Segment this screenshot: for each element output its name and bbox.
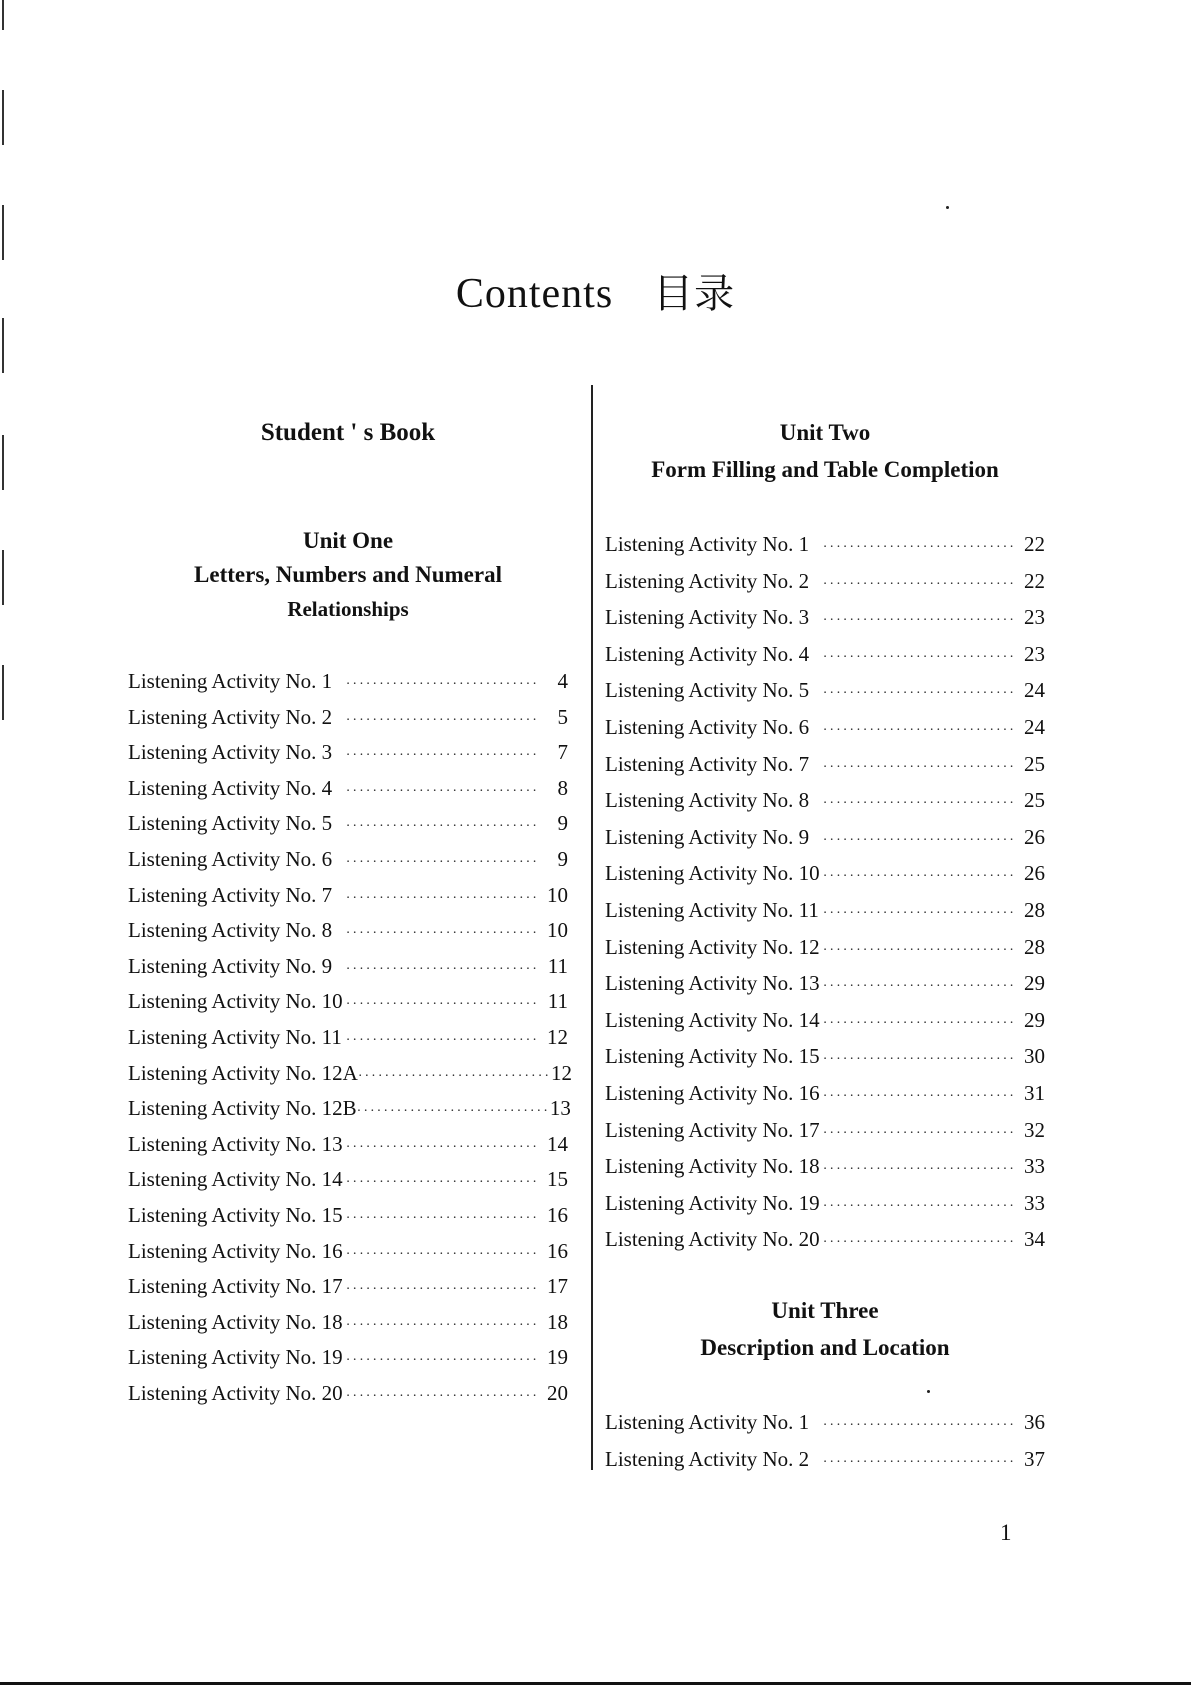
scan-edge-mark <box>2 205 4 260</box>
leader-dots: ····························· <box>345 1139 539 1155</box>
entry-page: 31 <box>1024 1080 1045 1105</box>
entry-label: Listening Activity No. 15 <box>605 1044 820 1069</box>
entry-page: 22 <box>1024 532 1045 556</box>
toc-entry[interactable] <box>605 819 1045 856</box>
leader-dots: ····························· <box>822 1015 1016 1031</box>
toc-entry[interactable] <box>128 913 568 949</box>
leader-dots: ····························· <box>822 1454 1016 1470</box>
title-cn-text: 目录 <box>653 271 736 317</box>
leader-dots: ····························· <box>345 1246 539 1262</box>
entry-page: 4 <box>557 669 568 693</box>
entry-page: 12 <box>547 1024 568 1049</box>
entry-label: Listening Activity No. 8 <box>605 788 810 813</box>
toc-entry[interactable] <box>605 1148 1045 1185</box>
entry-page: 9 <box>557 846 568 871</box>
entry-label: Listening Activity No. 8 <box>128 918 333 943</box>
toc-entry[interactable] <box>128 700 568 736</box>
toc-entry[interactable] <box>128 878 568 914</box>
book-title: Student ' s Book <box>260 419 436 446</box>
scan-edge-mark <box>2 665 4 720</box>
leader-dots: ····························· <box>822 942 1016 958</box>
toc-entry[interactable] <box>128 1020 568 1056</box>
entry-label: Listening Activity No. 1 <box>605 532 810 556</box>
leader-dots: ····························· <box>345 1317 539 1333</box>
entry-label: Listening Activity No. 9 <box>605 824 810 849</box>
entry-label: Listening Activity No. 9 <box>128 953 333 978</box>
entry-page: 25 <box>1024 751 1045 776</box>
leader-dots: ····························· <box>345 712 539 728</box>
unit-one-subtitle-line2: Relationships <box>287 597 409 621</box>
toc-entry[interactable] <box>128 1234 568 1270</box>
entry-page: 8 <box>557 775 568 800</box>
entry-page: 24 <box>1024 714 1045 739</box>
scan-edge-mark <box>2 550 4 605</box>
entry-label: Listening Activity No. 5 <box>128 811 333 836</box>
entry-label: Listening Activity No. 14 <box>128 1167 343 1192</box>
entry-page: 9 <box>557 811 568 836</box>
leader-dots: ····························· <box>822 759 1016 775</box>
leader-dots: ····························· <box>356 1104 550 1120</box>
entry-label: Listening Activity No. 3 <box>605 605 810 630</box>
entry-label: Listening Activity No. 6 <box>605 714 810 739</box>
toc-entry[interactable] <box>605 746 1045 783</box>
entry-page: 26 <box>1024 861 1045 886</box>
leader-dots: ····························· <box>345 1210 539 1226</box>
entry-page: 16 <box>547 1238 568 1263</box>
leader-dots: ····························· <box>345 854 539 870</box>
leader-dots: ····························· <box>822 1088 1016 1104</box>
unit-one-title: Unit One <box>302 528 394 553</box>
entry-page: 17 <box>547 1274 568 1299</box>
entry-label: Listening Activity No. 4 <box>605 641 810 666</box>
toc-entry[interactable] <box>605 1441 1045 1478</box>
entry-label: Listening Activity No. 16 <box>128 1238 343 1263</box>
toc-entry[interactable] <box>605 1038 1045 1075</box>
entry-label: Listening Activity No. 19 <box>128 1345 343 1370</box>
unit-three-entries <box>605 1404 1045 1477</box>
entry-label: Listening Activity No. 11 <box>128 1024 342 1049</box>
entry-label: Listening Activity No. 13 <box>605 971 820 996</box>
entry-label: Listening Activity No. 17 <box>128 1274 343 1299</box>
toc-entry[interactable] <box>128 1091 571 1127</box>
toc-entry[interactable] <box>605 1404 1045 1441</box>
leader-dots: ····························· <box>345 890 539 906</box>
leader-dots: ····························· <box>822 796 1016 812</box>
scan-speck <box>927 1390 930 1393</box>
toc-entry[interactable] <box>605 599 1045 636</box>
toc-entry[interactable] <box>605 892 1045 929</box>
leader-dots: ····························· <box>822 1418 1016 1433</box>
entry-page: 12 <box>551 1060 573 1085</box>
entry-label: Listening Activity No. 12 <box>605 934 820 959</box>
entry-page: 5 <box>557 704 568 729</box>
toc-entry[interactable] <box>128 1305 568 1341</box>
page-title <box>0 262 1191 319</box>
leader-dots: ····························· <box>822 540 1016 555</box>
leader-dots: ····························· <box>345 961 539 977</box>
entry-page: 29 <box>1024 1007 1045 1032</box>
leader-dots: ····························· <box>822 979 1016 995</box>
leader-dots: ····························· <box>822 613 1016 629</box>
scan-edge-mark <box>2 435 4 490</box>
leader-dots: ····························· <box>822 686 1016 702</box>
entry-page: 10 <box>547 918 568 943</box>
entry-label: Listening Activity No. 5 <box>605 678 810 703</box>
leader-dots: ····························· <box>345 819 539 835</box>
entry-page: 26 <box>1024 824 1045 849</box>
scan-edge-mark <box>2 318 4 373</box>
toc-entry[interactable] <box>128 1269 568 1305</box>
leader-dots: ····························· <box>345 926 539 942</box>
leader-dots: ····························· <box>822 832 1016 848</box>
entry-label: Listening Activity No. 13 <box>128 1131 343 1156</box>
entry-page: 18 <box>547 1309 568 1334</box>
entry-page: 16 <box>547 1202 568 1227</box>
entry-label: Listening Activity No. 18 <box>605 1154 820 1179</box>
entry-page: 11 <box>547 953 568 978</box>
entry-label: Listening Activity No. 1 <box>605 1410 810 1434</box>
leader-dots: ····························· <box>822 576 1016 592</box>
toc-entry[interactable] <box>128 842 568 878</box>
leader-dots: ····························· <box>345 748 539 764</box>
entry-page: 25 <box>1024 788 1045 813</box>
entry-label: Listening Activity No. 2 <box>128 704 333 729</box>
leader-dots: ····························· <box>345 1388 539 1404</box>
entry-page: 33 <box>1024 1154 1045 1179</box>
toc-entry[interactable] <box>605 672 1045 709</box>
entry-page: 33 <box>1024 1190 1045 1215</box>
toc-entry[interactable] <box>605 563 1045 600</box>
entry-page: 29 <box>1024 971 1045 996</box>
entry-page: 37 <box>1024 1446 1045 1471</box>
leader-dots: ····························· <box>345 1175 539 1191</box>
entry-label: Listening Activity No. 1 <box>128 669 333 693</box>
leader-dots: ····························· <box>345 783 539 799</box>
toc-entry[interactable] <box>128 1340 568 1376</box>
toc-entry[interactable] <box>605 965 1045 1002</box>
entry-label: Listening Activity No. 7 <box>128 882 333 907</box>
toc-entry[interactable] <box>128 1376 568 1412</box>
column-divider <box>591 385 593 1470</box>
scan-edge-mark <box>2 90 4 145</box>
toc-entry[interactable] <box>128 806 568 842</box>
entry-label: Listening Activity No. 4 <box>128 775 333 800</box>
entry-label: Listening Activity No. 19 <box>605 1190 820 1215</box>
entry-page: 10 <box>547 882 568 907</box>
toc-entry[interactable] <box>128 664 568 700</box>
leader-dots: ····························· <box>822 1162 1016 1178</box>
entry-page: 11 <box>547 989 568 1014</box>
entry-page: 19 <box>547 1345 568 1370</box>
scan-edge-mark <box>2 0 4 30</box>
entry-page: 23 <box>1024 641 1045 666</box>
entry-page: 30 <box>1024 1044 1045 1069</box>
entry-page: 28 <box>1024 934 1045 959</box>
leader-dots: ····························· <box>822 1235 1016 1251</box>
unit-one-entries <box>128 664 573 1411</box>
toc-entry[interactable] <box>605 782 1045 819</box>
toc-entry[interactable] <box>128 1056 573 1092</box>
entry-label: Listening Activity No. 18 <box>128 1309 343 1334</box>
leader-dots: ····························· <box>345 677 539 692</box>
toc-entry[interactable] <box>128 949 568 985</box>
toc-entry[interactable] <box>128 1198 568 1234</box>
entry-label: Listening Activity No. 12A <box>128 1060 358 1085</box>
entry-label: Listening Activity No. 20 <box>128 1380 343 1405</box>
entry-label: Listening Activity No. 20 <box>605 1227 820 1252</box>
toc-entry[interactable] <box>605 1002 1045 1039</box>
entry-page: 22 <box>1024 568 1045 593</box>
toc-entry[interactable] <box>128 984 568 1020</box>
entry-page: 34 <box>1024 1227 1045 1252</box>
toc-entry[interactable] <box>605 1075 1045 1112</box>
toc-entry[interactable] <box>605 636 1045 673</box>
toc-entry[interactable] <box>605 855 1045 892</box>
toc-entry[interactable] <box>605 1112 1045 1149</box>
entry-page: 23 <box>1024 605 1045 630</box>
toc-entry[interactable] <box>128 771 568 807</box>
toc-entry[interactable] <box>128 735 568 771</box>
leader-dots: ····························· <box>345 1032 539 1048</box>
leader-dots: ····························· <box>357 1068 552 1084</box>
leader-dots: ····························· <box>822 1125 1016 1141</box>
leader-dots: ····························· <box>345 1353 539 1369</box>
title-text: Contents <box>455 271 614 317</box>
toc-entry[interactable] <box>605 1185 1045 1222</box>
leader-dots: ····························· <box>345 1282 539 1298</box>
leader-dots: ····························· <box>822 905 1016 921</box>
unit-two-title: Unit Two <box>779 420 871 445</box>
page-number: 1 <box>1000 1520 1012 1545</box>
entry-label: Listening Activity No. 10 <box>605 861 820 886</box>
entry-page: 32 <box>1024 1117 1045 1142</box>
entry-page: 36 <box>1024 1410 1045 1434</box>
unit-two-entries <box>605 526 1045 1258</box>
entry-page: 14 <box>547 1131 568 1156</box>
entry-page: 20 <box>547 1380 568 1405</box>
entry-label: Listening Activity No. 7 <box>605 751 810 776</box>
toc-entry[interactable] <box>128 1162 568 1198</box>
entry-label: Listening Activity No. 17 <box>605 1117 820 1142</box>
leader-dots: ····························· <box>822 722 1016 738</box>
entry-label: Listening Activity No. 6 <box>128 846 333 871</box>
entry-label: Listening Activity No. 16 <box>605 1080 820 1105</box>
toc-entry[interactable] <box>605 1221 1045 1258</box>
scan-speck <box>946 206 949 209</box>
entry-page: 7 <box>557 740 568 765</box>
toc-entry[interactable] <box>605 709 1045 746</box>
entry-label: Listening Activity No. 2 <box>605 1446 810 1471</box>
toc-entry[interactable] <box>605 526 1045 563</box>
entry-page: 15 <box>547 1167 568 1192</box>
toc-entry[interactable] <box>605 929 1045 966</box>
unit-three-subtitle: Description and Location <box>700 1335 950 1360</box>
leader-dots: ····························· <box>822 1052 1016 1068</box>
unit-three-title: Unit Three <box>771 1298 879 1323</box>
entry-label: Listening Activity No. 15 <box>128 1202 343 1227</box>
entry-label: Listening Activity No. 12B <box>128 1096 357 1121</box>
entry-label: Listening Activity No. 10 <box>128 989 343 1014</box>
leader-dots: ····························· <box>822 869 1016 885</box>
entry-page: 24 <box>1024 678 1045 703</box>
entry-page: 28 <box>1024 897 1045 922</box>
entry-page: 13 <box>549 1096 571 1121</box>
entry-label: Listening Activity No. 3 <box>128 740 333 765</box>
entry-label: Listening Activity No. 2 <box>605 568 810 593</box>
leader-dots: ····························· <box>345 997 539 1013</box>
leader-dots: ····························· <box>822 649 1016 665</box>
unit-two-subtitle: Form Filling and Table Completion <box>651 457 999 482</box>
toc-entry[interactable] <box>128 1127 568 1163</box>
entry-label: Listening Activity No. 11 <box>605 897 819 922</box>
entry-label: Listening Activity No. 14 <box>605 1007 820 1032</box>
unit-one-subtitle-line1: Letters, Numbers and Numeral <box>194 562 502 587</box>
leader-dots: ····························· <box>822 1198 1016 1214</box>
